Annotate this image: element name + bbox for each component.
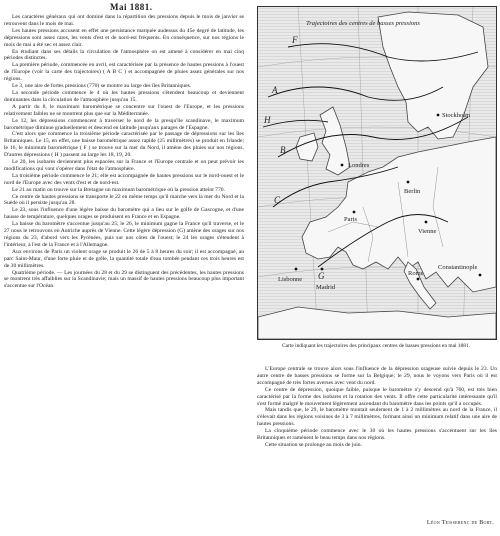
- paragraph: Ce centre de dépression, quoique faible, puisque le baromètre n'y descend qu'à 760, est très bien caractérisé par la forme des isobares et la rotation des vents. Il offre cette particularité intéressante qu'il s'est formé malgré le mouvement légèrement ascendant du baromètre dans les points qu'il a occupés.: [257, 386, 497, 407]
- paragraph: Le 20, les isobares deviennent plus espacées sur la France et l'Europe centrale et on peut prévoir les modifications qui vont s'opérer dans l'état de l'atmosphère.: [4, 159, 244, 172]
- map-caption: Carte indiquant les trajectoires des principaux centres de basses pressions en mai 1881.: [282, 343, 470, 349]
- paragraph: La troisième période commence le 21; elle est accompagnée de hautes pressions sur le nord-ouest et le nord de l'Europe avec des vents d'est et de nord-est.: [4, 172, 244, 186]
- paragraph: Mais tandis que, le 29, le baromètre montait seulement de 1 à 2 millimètres au nord de la France, il s'élevait dans les régions voisines de 3 à 7 millimètres, formant ainsi un minimum relatif dans une aire de hautes pressions.: [257, 407, 497, 428]
- paragraph: Le 23, sous l'influence d'une légère baisse du baromètre qui a lieu sur le golfe de Gascogne, et d'une hausse de température, quelques orages se produisent en France et en Espagne.: [4, 207, 244, 221]
- paragraph: Le 3, une aire de fortes pressions (770) se montre au large des îles Britanniques.: [12, 83, 192, 90]
- paragraph: Ce centre de hautes pressions se transporte le 22 en même temps qu'il marche vers la mer du Nord et la Suède où il persiste jusqu'au 28.: [4, 193, 244, 207]
- right-text-column: [257, 366, 497, 449]
- city-label-vienna: Vienne: [418, 228, 437, 235]
- paragraph: Aux environs de Paris un violent orage se produit le 26 de 5 à 8 heures du soir; il est accompagné, au parc Saint-Maur, d'une forte pluie et de grêle, la quantité totale d'eau tombée pendant ces trois heures est de 30 millimètres.: [4, 248, 244, 269]
- track-letter: H: [264, 115, 271, 125]
- paragraph: Les hautes pressions accusent en effet une persistance marquée audessus du 45e degré de latitude, les dépressions sont assez rares, les vents d'est et de nord-est fréquents. En conséquence, sur nos régions le mois de mai a été sec et assez clair.: [4, 27, 244, 48]
- paragraph: La cinquième période commence avec le 30 où les hautes pressions s'accentuent sur les îles Britanniques et ramènent le beau temps dans nos régions.: [257, 428, 497, 442]
- paragraph: L'Europe centrale se trouve alors sous l'influence de la dépression orageuse suivie depuis le 23. Un autre centre de basses pressions se forme sur la Belgique; le 29, nous le voyons vers Paris où il est accompagné de très fortes averses avec vent du nord.: [257, 366, 497, 386]
- trajectory-map: [257, 6, 497, 340]
- city-label-rome: Rome: [408, 270, 424, 277]
- paragraph: La première période, commencée en avril, est caractérisée par la présence de hautes pressions à l'ouest de l'Europe (voir la carte des trajectoires) ( A B C ) et accompagnée de pluies assez générales sur nos régions.: [4, 62, 244, 83]
- map-title: Trajectoires des centres de basses pressions: [306, 20, 420, 27]
- track-letter: A: [272, 85, 278, 95]
- paragraph: C'est alors que commence la troisième période caractérisée par le passage de dépressions sur les îles Britanniques. Le 15, en effet, une baisse barométrique assez rapide (25 millimètres) se produit en Irlande; le 16, le minimum barométrique ( F ) se trouve sur la mer du Nord, il amène des pluies sur nos régions. D'autres dépressions ( H ) passent au large les 18, 19, 20.: [4, 131, 244, 159]
- paragraph: Les caractères généraux qui ont dominé dans la répartition des pressions depuis le mois de janvier se retrouvent dans le mois de mai.: [4, 14, 244, 27]
- paragraph: La seconde période commence le 4 où les hautes pressions s'étendent beaucoup et deviennent dominantes dans la circulation de l'atmosphère jusqu'au 15.: [4, 89, 244, 103]
- page-header-date: Mai 1881.: [110, 2, 153, 12]
- paragraph: Cette situation se prolonge au mois de juin.: [265, 441, 362, 448]
- paragraph: En étudiant dans ses détails la circulation de l'atmosphère on est amené à considérer en mai cinq périodes distinctes.: [4, 48, 244, 62]
- city-label-paris: Paris: [344, 216, 357, 223]
- paragraph: La baisse du baromètre s'accentue jusqu'au 25; le 26, le minimum gagne la France qu'il traverse, et le 27 nous le retrouvons en Autriche auprès de Vienne. Cette légère dépression (G) amène des orages sur nos régions du 23, d'abord vers les Pyrénées, puis sur nos côtes de l'ouest; le 24 les orages s'étendent à l'intérieur, à l'est de la France et à l'Allemagne.: [4, 221, 244, 248]
- paragraph: A partir du 8, le maximum barométrique se concentre sur l'ouest de l'Europe, et les pressions relativement faibles ne se montrent plus que sur la Méditerranée.: [4, 103, 244, 117]
- track-letter: F: [292, 35, 298, 45]
- paragraph: Le 12, les dépressions commencent à traverser le nord de la presqu'île scandinave, le maximum barométrique diminue graduellement et descend en latitude jusqu'aux parages de l'Espagne.: [4, 117, 244, 131]
- author-signature: Léon Teisserenc de Bort.: [426, 520, 494, 526]
- europe-map-drawing: [258, 7, 496, 339]
- city-label-berlin: Berlin: [404, 188, 421, 195]
- track-letter: C: [274, 195, 281, 205]
- city-label-london: Londres: [348, 162, 370, 169]
- left-text-column: [4, 14, 244, 290]
- track-letter: G: [318, 271, 325, 281]
- track-letter: B: [280, 145, 286, 155]
- city-label-constantinople: Constantinople: [438, 264, 478, 271]
- city-label-madrid: Madrid: [316, 284, 336, 291]
- city-label-stockholm: Stockholm: [442, 112, 471, 119]
- paragraph: Le 21 au matin on trouve sur la Bretagne un maximum barométrique où la pression atteint 770.: [12, 186, 225, 193]
- city-label-lisbon: Lisbonne: [278, 276, 303, 283]
- paragraph: Quatrième période. — Les journées du 28 et du 29 se distinguent des précédentes, les hautes pressions se montrent très affaiblies sur la Scandinavie; mais un massif de hautes pressions beaucoup plus important s'accentue sur l'Océan.: [4, 269, 244, 290]
